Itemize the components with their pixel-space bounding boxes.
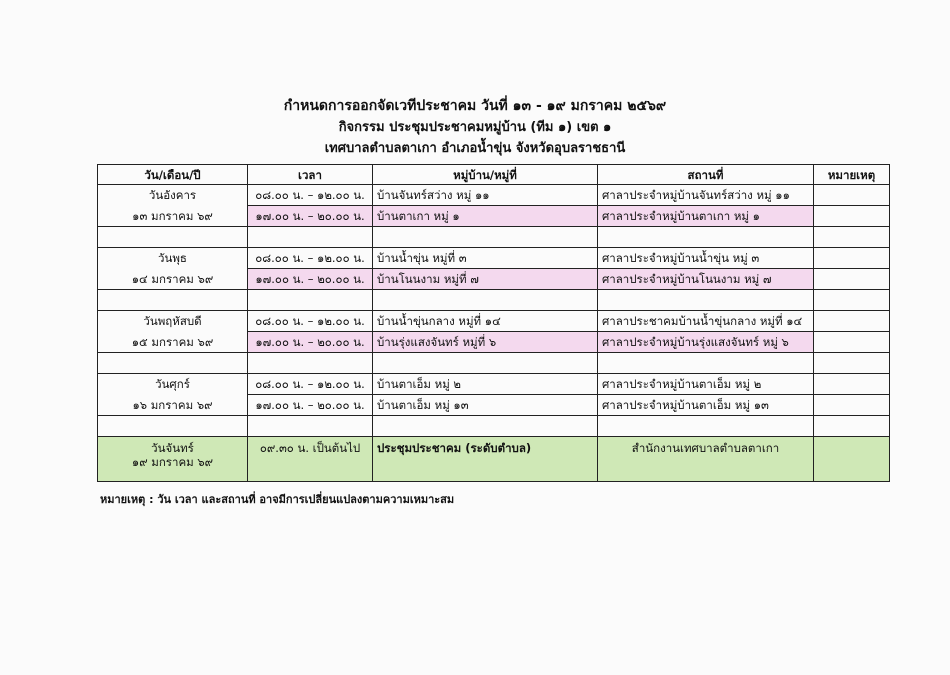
village-cell: บ้านตาเอ็ม หมู่ ๒ — [373, 374, 598, 395]
document-title: กำหนดการออกจัดเวทีประชาคม วันที่ ๑๓ - ๑๙ มกราคม ๒๕๖๙ — [283, 98, 667, 114]
column-header-note: หมายเหตุ — [814, 165, 890, 185]
footer-note: หมายเหตุ : วัน เวลา และสถานที่ อาจมีการเปลี่ยนแปลงตามความเหมาะสม — [100, 493, 455, 506]
note-cell — [814, 185, 890, 206]
place-cell: ศาลาประจำหมู่บ้านตาเกา หมู่ ๑ — [598, 206, 814, 227]
spacer-row — [98, 227, 890, 248]
place-cell: ศาลาประจำหมู่บ้านน้ำขุ่น หมู่ ๓ — [598, 248, 814, 269]
table-row — [98, 248, 890, 269]
spacer-row — [98, 416, 890, 437]
place-cell: ศาลาประชาคมบ้านน้ำขุ่นกลาง หมู่ที่ ๑๔ — [598, 311, 814, 332]
place-cell: ศาลาประจำหมู่บ้านโนนงาม หมู่ ๗ — [598, 269, 814, 290]
document-subtitle: กิจกรรม ประชุมประชาคมหมู่บ้าน (ทีม ๑) เขต ๑ — [338, 120, 612, 135]
place-cell: ศาลาประจำหมู่บ้านรุ่งแสงจันทร์ หมู่ ๖ — [598, 332, 814, 353]
place-cell: ศาลาประจำหมู่บ้านจันทร์สว่าง หมู่ ๑๑ — [598, 185, 814, 206]
schedule-table — [97, 164, 890, 482]
time-cell: ๑๗.๐๐ น. – ๒๐.๐๐ น. — [248, 206, 373, 227]
spacer-row — [98, 353, 890, 374]
table-row — [98, 311, 890, 332]
village-cell: บ้านโนนงาม หมู่ที่ ๗ — [373, 269, 598, 290]
time-cell: ๑๗.๐๐ น. – ๒๐.๐๐ น. — [248, 269, 373, 290]
table-row — [98, 269, 890, 290]
time-cell: ๐๘.๐๐ น. – ๑๒.๐๐ น. — [248, 185, 373, 206]
note-cell — [814, 248, 890, 269]
column-header-date: วัน/เดือน/ปี — [98, 165, 248, 185]
final-day-cell — [98, 437, 248, 482]
village-cell: บ้านตาเกา หมู่ ๑ — [373, 206, 598, 227]
note-cell — [814, 269, 890, 290]
place-cell: ศาลาประจำหมู่บ้านตาเอ็ม หมู่ ๒ — [598, 374, 814, 395]
table-row — [98, 395, 890, 416]
note-cell — [814, 311, 890, 332]
spacer-row — [98, 290, 890, 311]
document-location: เทศบาลตำบลตาเกา อำเภอน้ำขุ่น จังหวัดอุบลราชธานี — [324, 141, 626, 156]
table-header-row — [98, 165, 890, 185]
note-cell — [814, 332, 890, 353]
note-cell — [814, 374, 890, 395]
time-cell: ๐๘.๐๐ น. – ๑๒.๐๐ น. — [248, 248, 373, 269]
day-cell: วันอังคาร — [98, 185, 248, 206]
final-village-cell: ประชุมประชาคม (ระดับตำบล) — [373, 437, 598, 482]
time-cell: ๐๘.๐๐ น. – ๑๒.๐๐ น. — [248, 311, 373, 332]
final-meeting-row — [98, 437, 890, 482]
village-cell: บ้านจันทร์สว่าง หมู่ ๑๑ — [373, 185, 598, 206]
column-header-place: สถานที่ — [598, 165, 814, 185]
document-header — [0, 96, 950, 159]
village-cell: บ้านรุ่งแสงจันทร์ หมู่ที่ ๖ — [373, 332, 598, 353]
village-cell: บ้านตาเอ็ม หมู่ ๑๓ — [373, 395, 598, 416]
time-cell: ๐๘.๐๐ น. – ๑๒.๐๐ น. — [248, 374, 373, 395]
final-day: วันจันทร์ — [151, 441, 194, 455]
table-row — [98, 206, 890, 227]
table-row — [98, 374, 890, 395]
time-cell: ๑๗.๐๐ น. – ๒๐.๐๐ น. — [248, 395, 373, 416]
day-cell: วันพฤหัสบดี — [98, 311, 248, 332]
table-row — [98, 332, 890, 353]
column-header-time: เวลา — [248, 165, 373, 185]
day-cell: วันศุกร์ — [98, 374, 248, 395]
date-cell: ๑๕ มกราคม ๖๙ — [98, 332, 248, 353]
final-note-cell — [814, 437, 890, 482]
time-cell: ๑๗.๐๐ น. – ๒๐.๐๐ น. — [248, 332, 373, 353]
note-cell — [814, 206, 890, 227]
date-cell: ๑๔ มกราคม ๖๙ — [98, 269, 248, 290]
column-header-village: หมู่บ้าน/หมู่ที่ — [373, 165, 598, 185]
final-date: ๑๙ มกราคม ๖๙ — [131, 455, 214, 469]
final-time-cell: ๐๙.๓๐ น. เป็นต้นไป — [248, 437, 373, 482]
village-cell: บ้านน้ำขุ่น หมู่ที่ ๓ — [373, 248, 598, 269]
note-cell — [814, 395, 890, 416]
place-cell: ศาลาประจำหมู่บ้านตาเอ็ม หมู่ ๑๓ — [598, 395, 814, 416]
date-cell: ๑๖ มกราคม ๖๙ — [98, 395, 248, 416]
village-cell: บ้านน้ำขุ่นกลาง หมู่ที่ ๑๔ — [373, 311, 598, 332]
date-cell: ๑๓ มกราคม ๖๙ — [98, 206, 248, 227]
day-cell: วันพุธ — [98, 248, 248, 269]
final-place-cell: สำนักงานเทศบาลตำบลตาเกา — [598, 437, 814, 482]
table-row — [98, 185, 890, 206]
